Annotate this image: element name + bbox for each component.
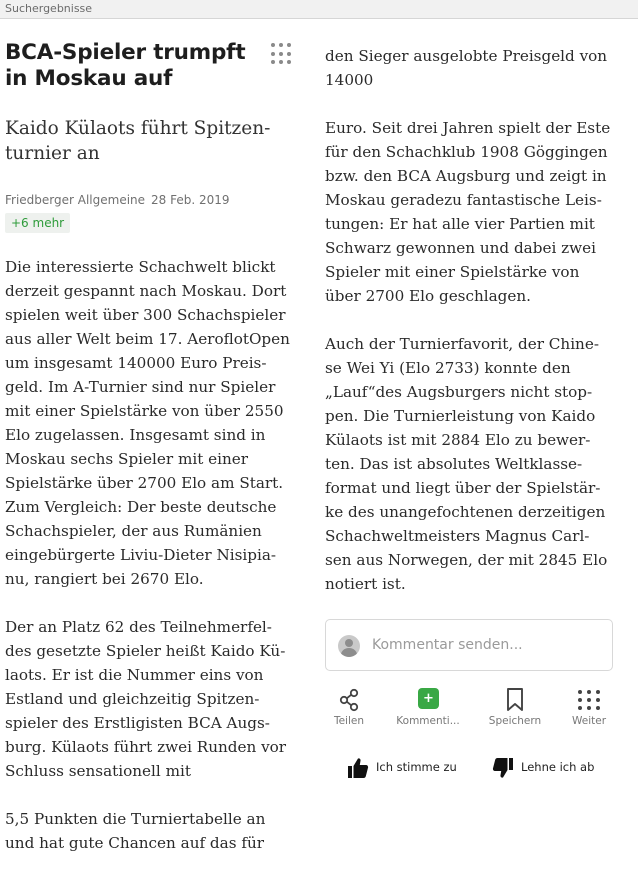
- thumbs-down-icon: [491, 756, 515, 780]
- avatar: [338, 635, 360, 657]
- disagree-button[interactable]: [491, 756, 595, 783]
- article-paragraph: Euro. Seit drei Jahren spielt der Este für den Schachklub 1908 Göggingen bzw. den BCA Augsburg und zeigt in Moskau geradezu fantastische Leis- tungen: Er hat alle vier Partien mit Schwarz gewonnen und dabei zwei Spieler mit einer Spielstärke von über 2700 Elo geschlagen.: [325, 119, 611, 305]
- article-paragraph: Der an Platz 62 des Teilnehmerfel- des gesetzte Spieler heißt Kaido Kü- laots. Er ist die Nummer eins von Estland und gleichzeitig Spitzen- spieler des Erstligisten BCA Augs- burg. Külaots führt zwei Runden vor Schluss sensationell mit: [5, 618, 287, 780]
- comment-input[interactable]: [325, 619, 613, 671]
- drag-handle-icon[interactable]: [271, 43, 293, 65]
- share-button[interactable]: [313, 686, 385, 727]
- comment-placeholder: Kommentar senden...: [372, 637, 523, 653]
- comment-button[interactable]: [392, 686, 464, 727]
- action-bar: [325, 686, 615, 732]
- article-headline: BCA-Spieler trumpft in Moskau auf: [5, 40, 246, 91]
- article-right-column: [325, 44, 615, 596]
- agree-label: Ich stimme zu: [376, 760, 457, 774]
- more-button[interactable]: [553, 686, 625, 727]
- agree-button[interactable]: [346, 756, 457, 783]
- article-paragraph: Die interessierte Schachwelt blickt derzeit gespannt nach Moskau. Dort spielen weit über 300 Schachspieler aus aller Welt beim 17. AeroflotOpen um insgesamt 140000 Euro Preis- geld. Im A-Turnier sind nur Spieler mit einer Spielstärke von über 2550 Elo zugelassen. Insgesamt sind in Moskau sechs Spieler mit einer Spielstärke über 2700 Elo am Start. Zum Vergleich: Der beste deutsche Schachspieler, der aus Rumänien eingebürgerte Liviu-Dieter Nisipia- nu, rangiert bei 2670 Elo.: [5, 258, 290, 588]
- more-sources-badge[interactable]: +6 mehr: [5, 213, 70, 233]
- more-grid-icon: [578, 690, 600, 710]
- article-paragraph: den Sieger ausgelobte Preisgeld von 14000: [325, 47, 608, 89]
- article-paragraph: Auch der Turnierfavorit, der Chine- se Wei Yi (Elo 2733) konnte den „Lauf“des Augsburgers nicht stop- pen. Die Turnierleistung von Kaido Külaots ist mit 2884 Elo zu bewer- ten. Das ist absolutes Weltklasse- format und liegt über der Spielstär- ke des unangefochtenen derzeitigen Schachweltmeisters Magnus Carl- sen aus Norwegen, der mit 2845 Elo notiert ist.: [325, 335, 608, 593]
- article-meta: [5, 193, 305, 207]
- article-source[interactable]: Friedberger Allgemeine: [5, 193, 146, 207]
- save-label: Speichern: [488, 715, 542, 727]
- comment-label: Kommenti...: [396, 715, 460, 727]
- article-date: 28 Feb. 2019: [151, 193, 230, 207]
- save-button[interactable]: [479, 686, 551, 727]
- disagree-label: Lehne ich ab: [521, 760, 595, 774]
- thumbs-up-icon: [346, 756, 370, 780]
- article-paragraph: 5,5 Punkten die Turniertabelle an und hat gute Chancen auf das für: [5, 810, 266, 852]
- window-title-bar: [0, 0, 638, 19]
- add-comment-icon: +: [418, 688, 439, 709]
- article-left-column: [5, 40, 305, 855]
- bookmark-icon: [479, 686, 551, 712]
- more-label: Weiter: [571, 715, 607, 727]
- article-subtitle: Kaido Külaots führt Spitzen- turnier an: [5, 118, 271, 164]
- share-label: Teilen: [333, 715, 365, 727]
- window-title: Suchergebnisse: [5, 2, 93, 15]
- share-icon: [313, 686, 385, 712]
